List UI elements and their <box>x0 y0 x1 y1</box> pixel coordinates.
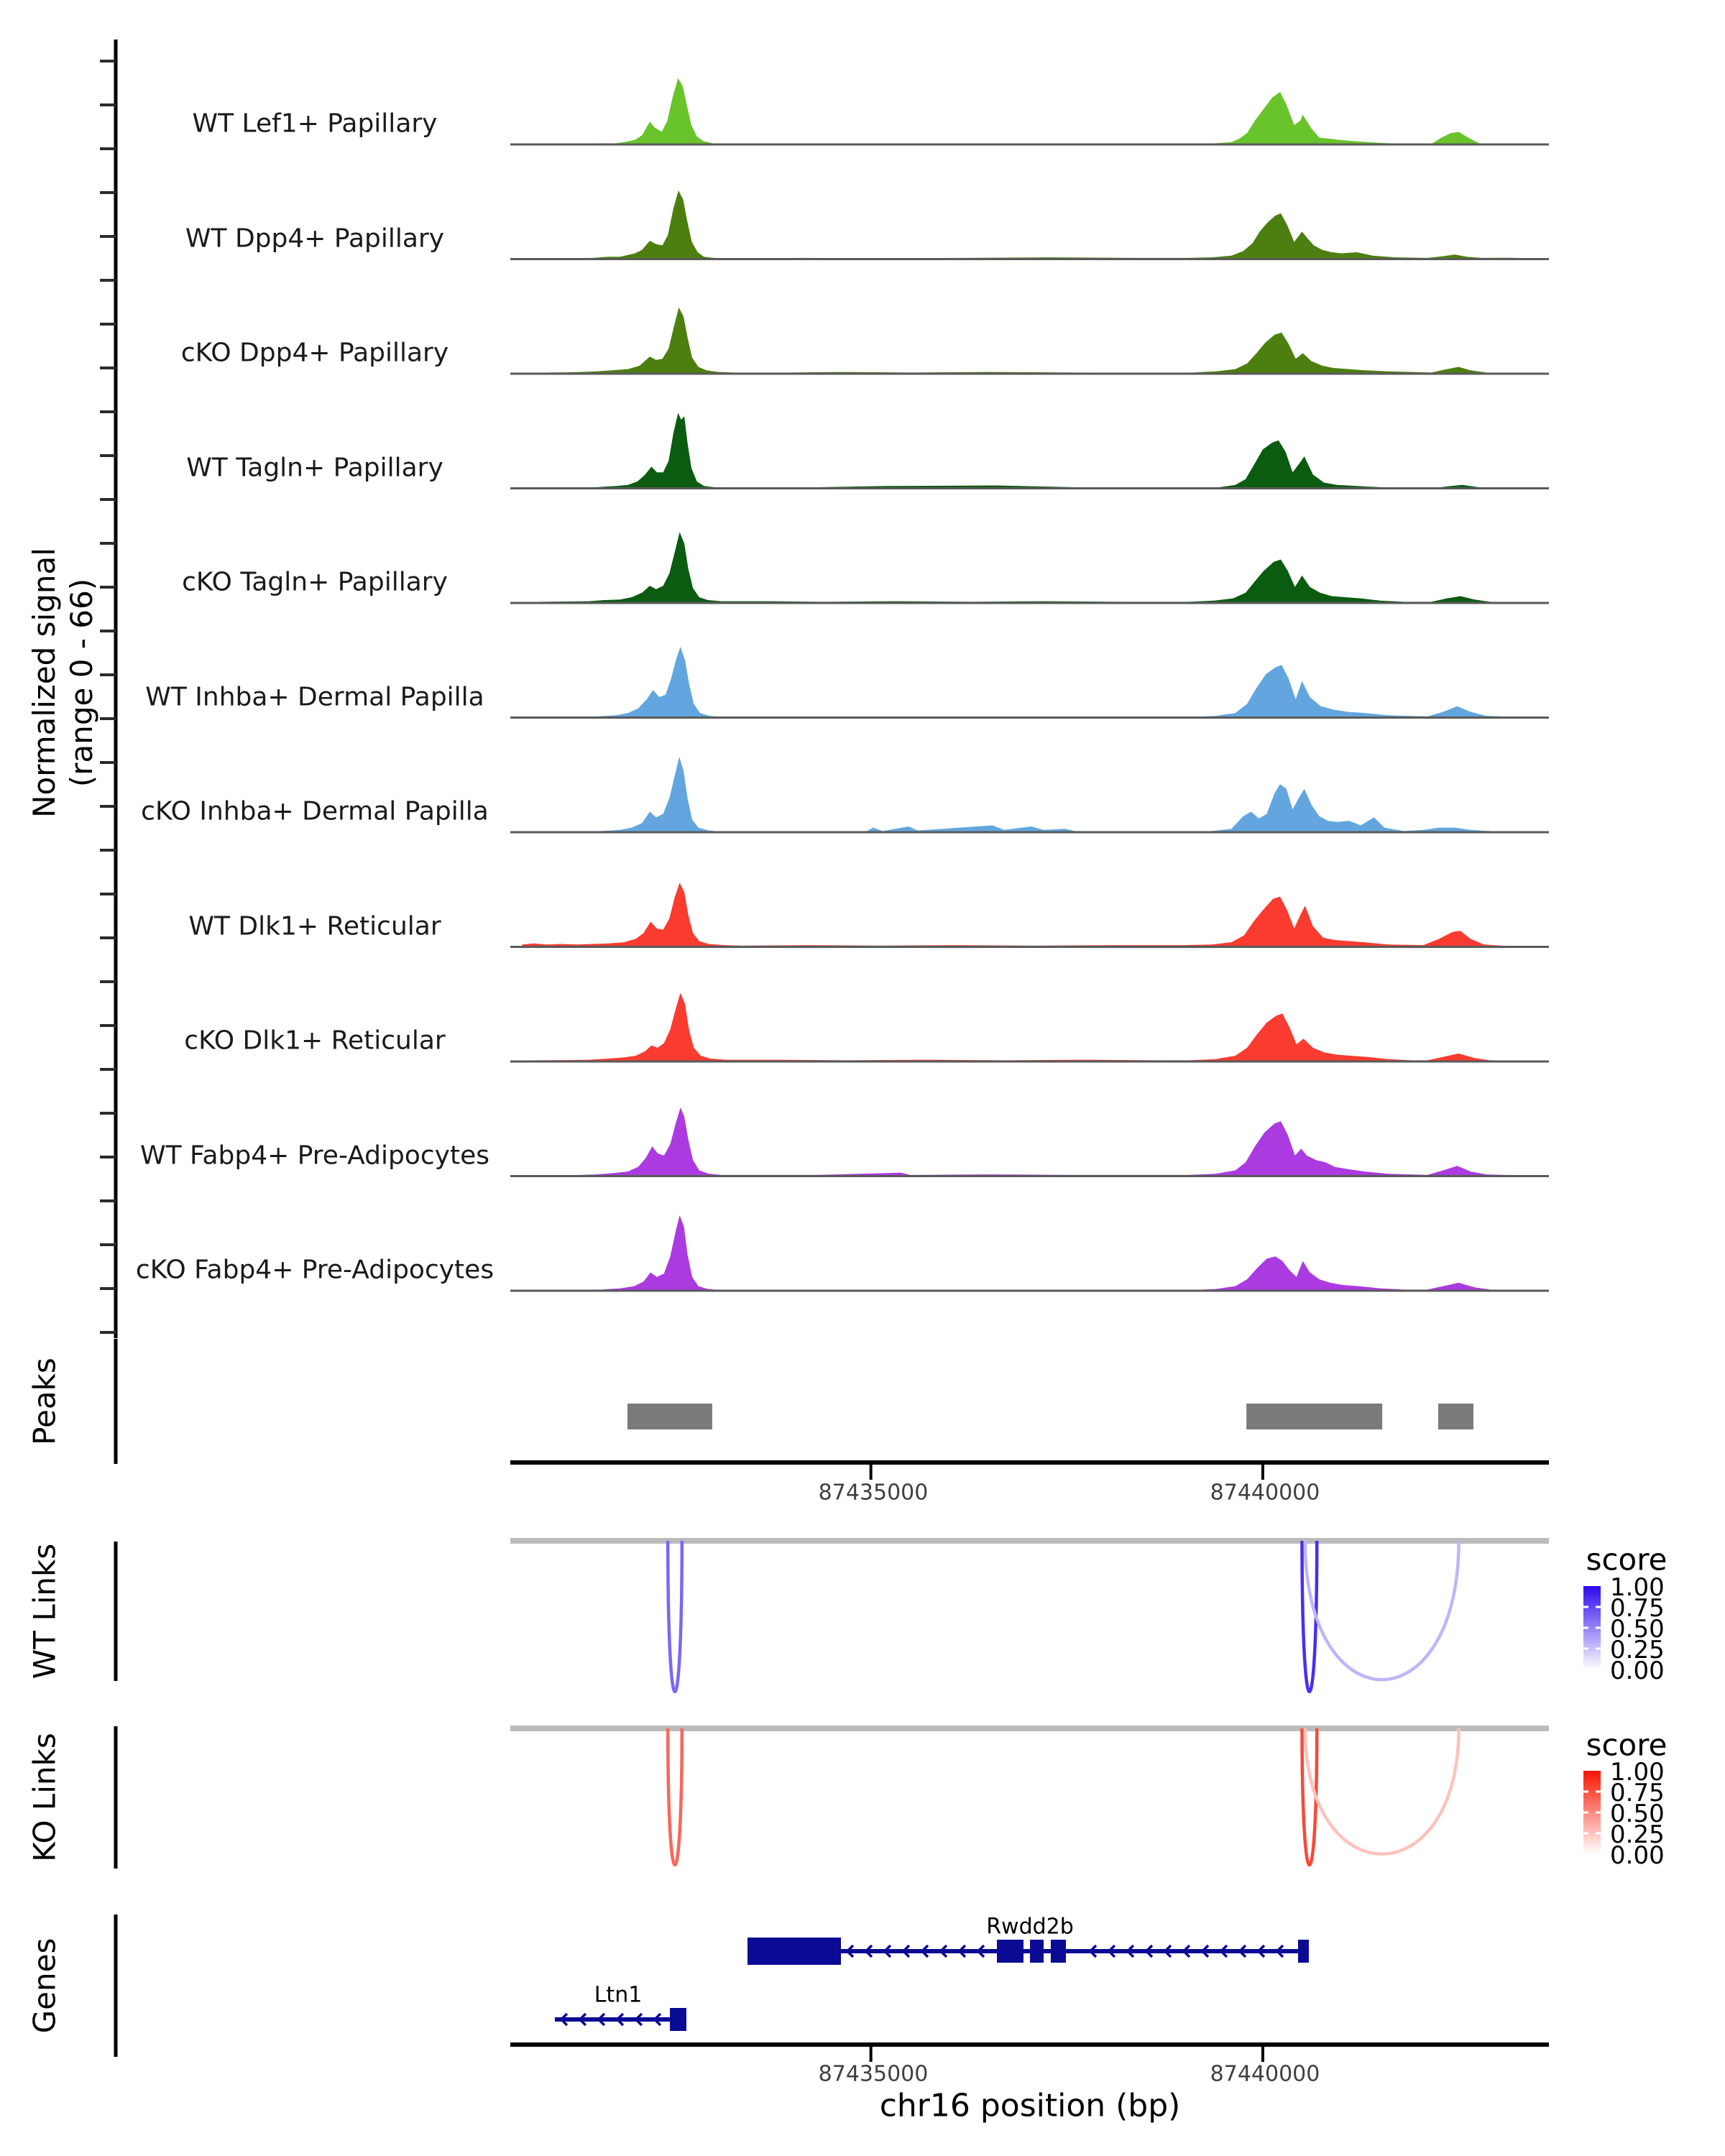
signal-area-track-1 <box>526 190 1530 259</box>
signal-area-track-8 <box>534 993 1522 1062</box>
track-label-2: cKO Dpp4+ Papillary <box>180 338 449 368</box>
signal-area-track-7 <box>522 883 1529 946</box>
track-label-5: WT Inhba+ Dermal Papilla <box>145 682 484 711</box>
ko-score-tick-000: 0.00 <box>1610 1841 1665 1870</box>
wt-score-tick-000: 0.00 <box>1610 1657 1665 1685</box>
gene-exon-Rwdd2b-1 <box>997 1940 1024 1963</box>
ko-score-tick-075: 0.75 <box>1610 1779 1665 1807</box>
track-label-8: cKO Dlk1+ Reticular <box>184 1026 446 1056</box>
wt-score-tick-050: 0.50 <box>1610 1615 1665 1644</box>
peak-bar-0 <box>627 1404 712 1429</box>
wt-legend-tickmark <box>1583 1648 1588 1650</box>
signal-axis-label-line2: (range 0 - 66) <box>64 578 99 788</box>
track-label-3: WT Tagln+ Papillary <box>186 453 443 482</box>
gene-exon-Rwdd2b-4 <box>1298 1940 1309 1963</box>
gene-label-ltn1: Ltn1 <box>594 1982 643 2008</box>
wt-score-tick-100: 1.00 <box>1610 1573 1665 1602</box>
wt-score-legend-title: score <box>1586 1542 1668 1577</box>
signal-area-track-10 <box>542 1215 1491 1291</box>
signal-area-track-3 <box>542 413 1514 489</box>
ko-score-legend-title: score <box>1586 1727 1668 1763</box>
sidebar-label-peaks: Peaks <box>27 1358 63 1445</box>
ko-score-tick-100: 1.00 <box>1610 1758 1665 1787</box>
signal-axis-label-line1: Normalized signal <box>27 548 62 818</box>
ko-link-arc-0 <box>668 1728 682 1865</box>
signal-area-track-6 <box>542 757 1491 832</box>
signal-axis-label <box>26 548 101 818</box>
signal-area-track-2 <box>534 308 1522 374</box>
signal-area-track-5 <box>542 647 1522 718</box>
ko-score-tick-050: 0.50 <box>1610 1800 1665 1828</box>
wt-link-arc-2 <box>1305 1541 1459 1680</box>
track-label-6: cKO Inhba+ Dermal Papilla <box>141 796 489 826</box>
x-axis-title: chr16 position (bp) <box>879 2087 1181 2124</box>
track-label-10: cKO Fabp4+ Pre-Adipocytes <box>135 1255 494 1285</box>
track-label-9: WT Fabp4+ Pre-Adipocytes <box>140 1141 489 1170</box>
x-axis-tick-87435000: 87435000 <box>818 2061 929 2087</box>
signal-area-track-4 <box>526 532 1522 603</box>
peaks-axis-tick-87435000: 87435000 <box>818 1480 929 1506</box>
gene-exon-Rwdd2b-2 <box>1030 1940 1044 1963</box>
signal-area-track-0 <box>534 78 1530 144</box>
wt-legend-tickmark <box>1583 1627 1588 1629</box>
sidebar-label-wt-links: WT Links <box>27 1543 63 1680</box>
ko-legend-tickmark <box>1596 1833 1601 1835</box>
gene-exon-Rwdd2b-3 <box>1051 1940 1066 1963</box>
gene-label-rwdd2b: Rwdd2b <box>986 1914 1074 1940</box>
track-label-0: WT Lef1+ Papillary <box>192 109 438 139</box>
track-label-1: WT Dpp4+ Papillary <box>185 224 445 253</box>
wt-link-arc-0 <box>668 1541 682 1692</box>
ko-link-arc-2 <box>1305 1728 1459 1854</box>
ko-score-tick-025: 0.25 <box>1610 1820 1665 1849</box>
signal-area-track-9 <box>542 1107 1522 1176</box>
ko-legend-tickmark <box>1583 1833 1588 1835</box>
peaks-axis-tick-87440000: 87440000 <box>1210 1480 1320 1506</box>
ko-legend-tickmark <box>1596 1791 1601 1793</box>
wt-score-tick-025: 0.25 <box>1610 1636 1665 1664</box>
track-label-7: WT Dlk1+ Reticular <box>188 911 441 941</box>
gene-exon-Ltn1-0 <box>670 2008 686 2031</box>
ko-legend-tickmark <box>1596 1812 1601 1814</box>
sidebar-label-ko-links: KO Links <box>27 1733 63 1862</box>
wt-score-tick-075: 0.75 <box>1610 1594 1665 1623</box>
x-axis-tick-87440000: 87440000 <box>1210 2061 1320 2087</box>
wt-legend-tickmark <box>1596 1627 1601 1629</box>
peak-bar-1 <box>1246 1404 1382 1429</box>
ko-legend-tickmark <box>1583 1812 1588 1814</box>
ko-legend-tickmark <box>1583 1791 1588 1793</box>
wt-legend-tickmark <box>1596 1648 1601 1650</box>
track-label-4: cKO Tagln+ Papillary <box>182 567 448 597</box>
sidebar-label-genes: Genes <box>27 1938 63 2034</box>
peak-bar-2 <box>1438 1404 1473 1429</box>
wt-legend-tickmark <box>1596 1606 1601 1608</box>
wt-legend-tickmark <box>1583 1606 1588 1608</box>
gene-exon-Rwdd2b-0 <box>748 1938 841 1965</box>
